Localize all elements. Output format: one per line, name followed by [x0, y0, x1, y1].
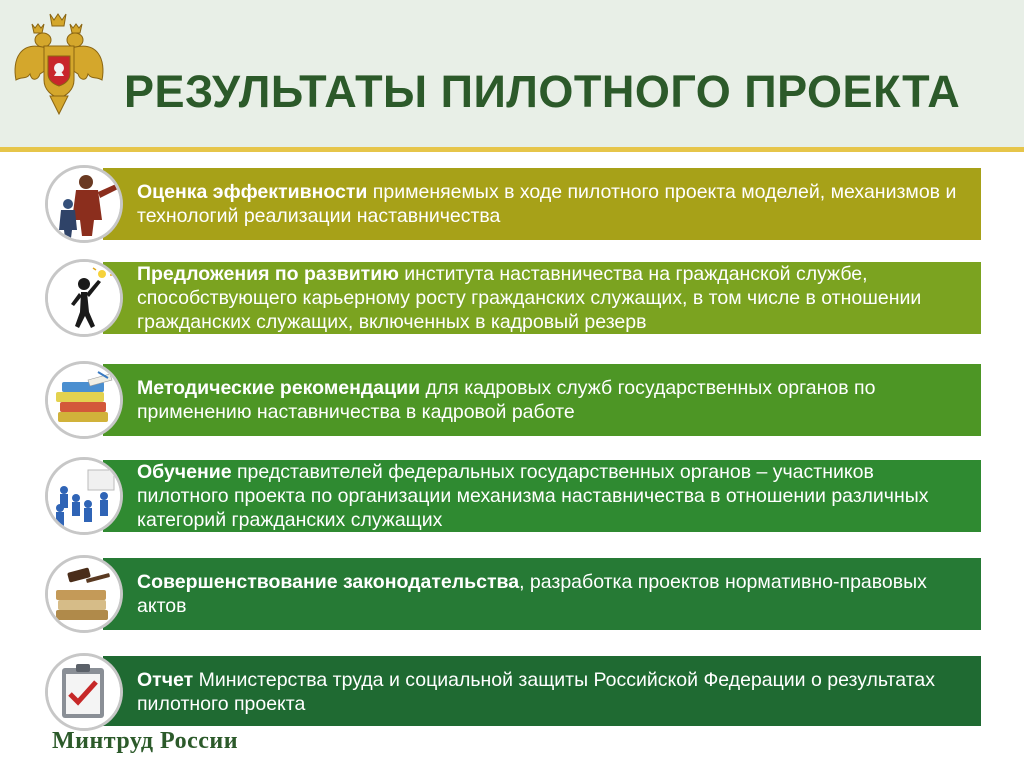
law-gavel-icon — [48, 558, 120, 630]
item-badge — [45, 653, 123, 731]
result-banner — [103, 168, 981, 240]
mentor-figures-icon — [48, 168, 120, 240]
item-heading: Отчет — [137, 669, 194, 691]
training-group-icon — [48, 460, 120, 532]
item-heading: Совершенствование законодательства — [137, 571, 520, 593]
result-banner — [103, 656, 981, 726]
item-text: применяемых в ходе пилотного проекта моделей, механизмов и технологий реализации наставничества — [137, 181, 957, 227]
item-heading: Методические рекомендации — [137, 377, 421, 399]
item-text: представителей федеральных государственных органов – участников пилотного проекта по организации механизма наставничества в отношении различных категорий гражданских служащих — [137, 461, 929, 531]
header-divider — [0, 147, 1024, 152]
item-heading: Оценка эффективности — [137, 181, 368, 203]
result-banner — [103, 262, 981, 334]
item-text: для кадровых служб государственных органов по применению наставничества в кадровой работе — [137, 377, 876, 423]
item-badge — [45, 457, 123, 535]
idea-person-icon — [48, 262, 120, 334]
item-heading: Обучение — [137, 461, 232, 483]
item-badge — [45, 165, 123, 243]
item-badge — [45, 361, 123, 439]
books-icon — [48, 364, 120, 436]
footer-ministry: Минтруд России — [52, 728, 239, 754]
item-badge — [45, 259, 123, 337]
report-checklist-icon — [48, 656, 120, 728]
item-text: Министерства труда и социальной защиты Российской Федерации о результатах пилотного проекта — [137, 669, 935, 715]
result-banner — [103, 364, 981, 436]
item-text: , разработка проектов нормативно-правовых актов — [137, 571, 927, 617]
coat-of-arms-icon — [10, 10, 108, 120]
item-heading: Предложения по развитию — [137, 263, 399, 285]
page-title: РЕЗУЛЬТАТЫ ПИЛОТНОГО ПРОЕКТА — [124, 66, 961, 117]
result-banner — [103, 558, 981, 630]
result-banner — [103, 460, 981, 532]
item-text: института наставничества на гражданской службе, способствующего карьерному росту гражданских служащих, в том числе в отношении гражданских служащих, включенных в кадровый резерв — [137, 263, 922, 333]
item-badge — [45, 555, 123, 633]
